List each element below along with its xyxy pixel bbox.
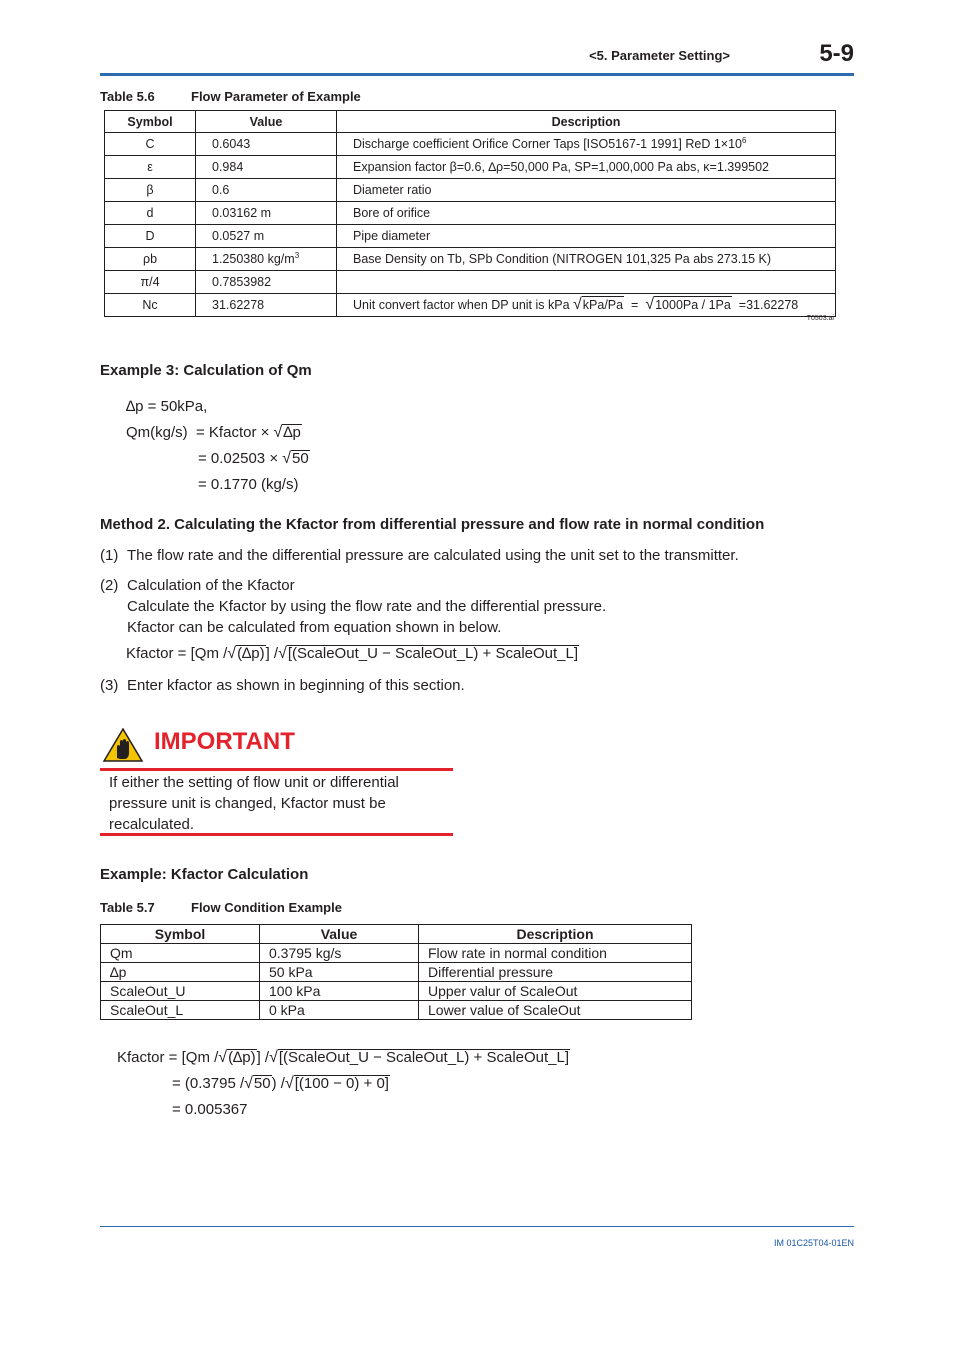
method2-heading: Method 2. Calculating the Kfactor from differential pressure and flow rate in normal condition (100, 516, 765, 533)
table-row (101, 944, 692, 963)
running-header: <5. Parameter Setting> (589, 48, 730, 63)
cell-symbol: Qm (101, 944, 260, 963)
table-header-row (101, 925, 692, 944)
step3-number: (3) (100, 677, 119, 694)
table-row (101, 1001, 692, 1020)
table-caption-title: Flow Condition Example (191, 900, 342, 915)
col-header-description: Description (337, 111, 836, 133)
cell-value: 0.0527 m (196, 225, 337, 248)
col-header-value: Value (260, 925, 419, 944)
table-header-row (105, 111, 836, 133)
calc-line3: = 0.005367 (172, 1101, 248, 1118)
table-row (105, 294, 836, 317)
cell-value: 0.3795 kg/s (260, 944, 419, 963)
step3-text: Enter kfactor as shown in beginning of this section. (127, 677, 465, 694)
cell-value: 0.984 (196, 156, 337, 179)
cell-value: 1.250380 $kg/m^3$ (196, 248, 337, 271)
important-line1: If either the setting of flow unit or differential (109, 774, 399, 791)
table-row (101, 982, 692, 1001)
cell-value: 100 kPa (260, 982, 419, 1001)
important-line2: pressure unit is changed, Kfactor must be (109, 795, 386, 812)
cell-description: Discharge coefficient Orifice Corner Taps [ISO5167-1 1991] ReD $1\times 10^6$ (337, 133, 836, 156)
example-kfactor-heading: Example: Kfactor Calculation (100, 866, 309, 883)
cell-symbol: d (105, 202, 196, 225)
example3-line1: ∆p = 50kPa, (126, 398, 208, 415)
cell-description (337, 271, 836, 294)
cell-symbol: D (105, 225, 196, 248)
kfactor-formula: Kfactor = [Qm /√(∆p)] /√[(ScaleOut_U − ScaleOut_L) + ScaleOut_L] (126, 645, 579, 662)
table-caption-number: Table 5.6 (100, 89, 155, 104)
table-row (105, 248, 836, 271)
cell-symbol: ρb (105, 248, 196, 271)
cell-symbol: ε (105, 156, 196, 179)
cell-description: Upper valur of ScaleOut (419, 982, 692, 1001)
flow-condition-table (100, 924, 692, 1020)
warning-hand-icon (103, 728, 143, 767)
step2-line1: Calculate the Kfactor by using the flow rate and the differential pressure. (127, 598, 607, 615)
footer-rule (100, 1226, 854, 1227)
table-row (101, 963, 692, 982)
col-header-symbol: Symbol (105, 111, 196, 133)
table-caption-title: Flow Parameter of Example (191, 89, 361, 104)
table-row (105, 179, 836, 202)
table-row (105, 156, 836, 179)
example3-heading: Example 3: Calculation of Qm (100, 362, 312, 379)
page-number: 5-9 (819, 40, 854, 67)
table-5-7-caption (100, 900, 342, 915)
cell-description: Bore of orifice (337, 202, 836, 225)
col-header-symbol: Symbol (101, 925, 260, 944)
document-id: IM 01C25T04-01EN (773, 1238, 854, 1248)
cell-symbol: ∆p (101, 963, 260, 982)
cell-symbol: Nc (105, 294, 196, 317)
step1-number: (1) (100, 547, 119, 564)
header-rule (100, 73, 854, 76)
table-row (105, 202, 836, 225)
cell-description: Diameter ratio (337, 179, 836, 202)
step2-line2: Kfactor can be calculated from equation shown in below. (127, 619, 502, 636)
cell-value: 0.6 (196, 179, 337, 202)
step2-title: Calculation of the Kfactor (127, 577, 295, 594)
step2-number: (2) (100, 577, 119, 594)
cell-description: Base Density on Tb, SPb Condition (NITROGEN 101,325 Pa abs 273.15 K) (337, 248, 836, 271)
calc-line1: Kfactor = [Qm /√(∆p)] /√[(ScaleOut_U − ScaleOut_L) + ScaleOut_L] (117, 1049, 570, 1066)
table-row (105, 271, 836, 294)
cell-description: Unit convert factor when DP unit is kPa √kPa/Pa = √1000Pa / 1Pa =31.62278 (337, 294, 836, 317)
cell-value: 31.62278 (196, 294, 337, 317)
figure-reference: T0503.ai (806, 315, 834, 322)
example3-line4: = 0.1770 (kg/s) (198, 476, 299, 493)
step1-text: The flow rate and the differential pressure are calculated using the unit set to the transmitter. (127, 547, 739, 564)
example3-line3: = 0.02503 × √50 (198, 450, 309, 467)
important-top-rule (100, 768, 453, 771)
cell-value: 0.03162 m (196, 202, 337, 225)
table-caption-number: Table 5.7 (100, 900, 155, 915)
cell-description: Flow rate in normal condition (419, 944, 692, 963)
col-header-description: Description (419, 925, 692, 944)
col-header-value: Value (196, 111, 337, 133)
important-title: IMPORTANT (154, 728, 295, 755)
cell-description: Pipe diameter (337, 225, 836, 248)
cell-symbol: β (105, 179, 196, 202)
cell-value: 50 kPa (260, 963, 419, 982)
table-row (105, 225, 836, 248)
cell-description: Lower value of ScaleOut (419, 1001, 692, 1020)
calc-line2: = (0.3795 /√50) /√[(100 − 0) + 0] (172, 1075, 389, 1092)
flow-parameter-table (104, 110, 836, 317)
cell-description: Expansion factor β=0.6, ∆ρ=50,000 Pa, SP=1,000,000 Pa abs, κ=1.399502 (337, 156, 836, 179)
table-row (105, 133, 836, 156)
cell-value: 0.6043 (196, 133, 337, 156)
cell-symbol: ScaleOut_U (101, 982, 260, 1001)
cell-description: Differential pressure (419, 963, 692, 982)
cell-value: 0.7853982 (196, 271, 337, 294)
cell-value: 0 kPa (260, 1001, 419, 1020)
important-line3: recalculated. (109, 816, 195, 833)
cell-symbol: C (105, 133, 196, 156)
example3-line2: Qm(kg/s) = Kfactor × √∆p (126, 424, 301, 441)
important-bottom-rule (100, 833, 453, 836)
table-5-6-caption (100, 89, 361, 104)
cell-symbol: ScaleOut_L (101, 1001, 260, 1020)
cell-symbol: π/4 (105, 271, 196, 294)
